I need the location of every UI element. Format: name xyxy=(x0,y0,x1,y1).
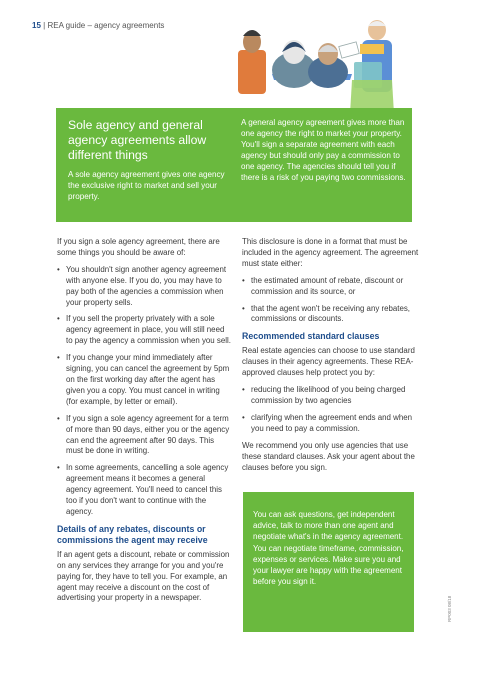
right-intro: This disclosure is done in a format that must be included in the agency agreement. The agreement must state either: xyxy=(242,237,419,268)
sole-agency-bullets xyxy=(57,265,232,518)
list-item: • You shouldn't sign another agency agreement with anyone else. If you do, you may have to pay both of the agencies a commission when your property sells. xyxy=(57,265,232,309)
callout-heading: Sole agency and general agency agreements allow different things xyxy=(68,118,207,162)
page-header xyxy=(32,21,164,30)
document-id: RP003 08/18 xyxy=(447,595,452,622)
disclosure-bullets xyxy=(242,276,420,326)
general-agency-text: A general agency agreement gives more than one agency the right to market your property. You'll sign a separate agreement with each agency but should only pay a commission to one agency. The agencies should tell you if there is a risk of you paying two commissions. xyxy=(241,118,406,182)
clauses-bullets xyxy=(242,385,420,435)
right-column xyxy=(242,237,420,479)
list-item: • clarifying when the agreement ends and when you need to pay a commission. xyxy=(242,413,420,435)
list-item: • that the agent won't be receiving any rebates, commissions or discounts. xyxy=(242,304,420,326)
standard-clauses-body: Real estate agencies can choose to use standard clauses in their agency agreements. These REA-approved clauses help protect you by: xyxy=(242,346,415,378)
standard-clauses-heading: Recommended standard clauses xyxy=(242,331,380,342)
list-item: • If you sell the property privately with a sole agency agreement in place, you will still need to pay the agency a commission when you sell. xyxy=(57,314,232,347)
list-item: • If you change your mind immediately after signing, you can cancel the agreement by 5pm on the first working day after the agent has given you a copy. You must cancel in writing (for example, by letter or email). xyxy=(57,353,232,408)
list-item: • If you sign a sole agency agreement for a term of more than 90 days, either you or the agency can end the agreement after 90 days. This must be done in writing. xyxy=(57,414,232,458)
page-number: 15 xyxy=(32,21,41,30)
tip-callout xyxy=(243,492,414,632)
list-item: • reducing the likelihood of you being charged commission by two agencies xyxy=(242,385,420,407)
rebates-heading: Details of any rebates, discounts or commissions the agent may receive xyxy=(57,523,208,545)
agency-types-callout xyxy=(56,108,412,222)
list-item: • the estimated amount of rebate, discount or commission and its source, or xyxy=(242,276,420,298)
left-column xyxy=(57,237,232,610)
meeting-illustration xyxy=(232,14,408,118)
rebates-body: If an agent gets a discount, rebate or commission on any services they arrange for you and you're paying for, they have to tell you. For example, an agent may receive a discount on the cost of advertising your property in a newspaper. xyxy=(57,549,230,603)
header-separator: | xyxy=(43,21,46,30)
header-title: REA guide – agency agreements xyxy=(47,21,165,30)
recommendation-text: We recommend you only use agencies that use these standard clauses. Ask your agent about the clauses before you sign. xyxy=(242,440,415,472)
tip-text: You can ask questions, get independent advice, talk to more than one agent and negotiate what's in the agency agreement. You can negotiate timeframe, commission, expenses or services. Make sure you and your lawyer are happy with the agreement before you sign it. xyxy=(253,510,404,587)
sole-agency-text: A sole agency agreement gives one agency the exclusive right to market and sell your property. xyxy=(68,170,225,201)
list-item: • In some agreements, cancelling a sole agency agreement means it becomes a general agency agreement. You'll need to cancel this too if you don't want to continue with the agency. xyxy=(57,463,232,518)
left-intro: If you sign a sole agency agreement, there are some things you should be aware of: xyxy=(57,237,220,257)
